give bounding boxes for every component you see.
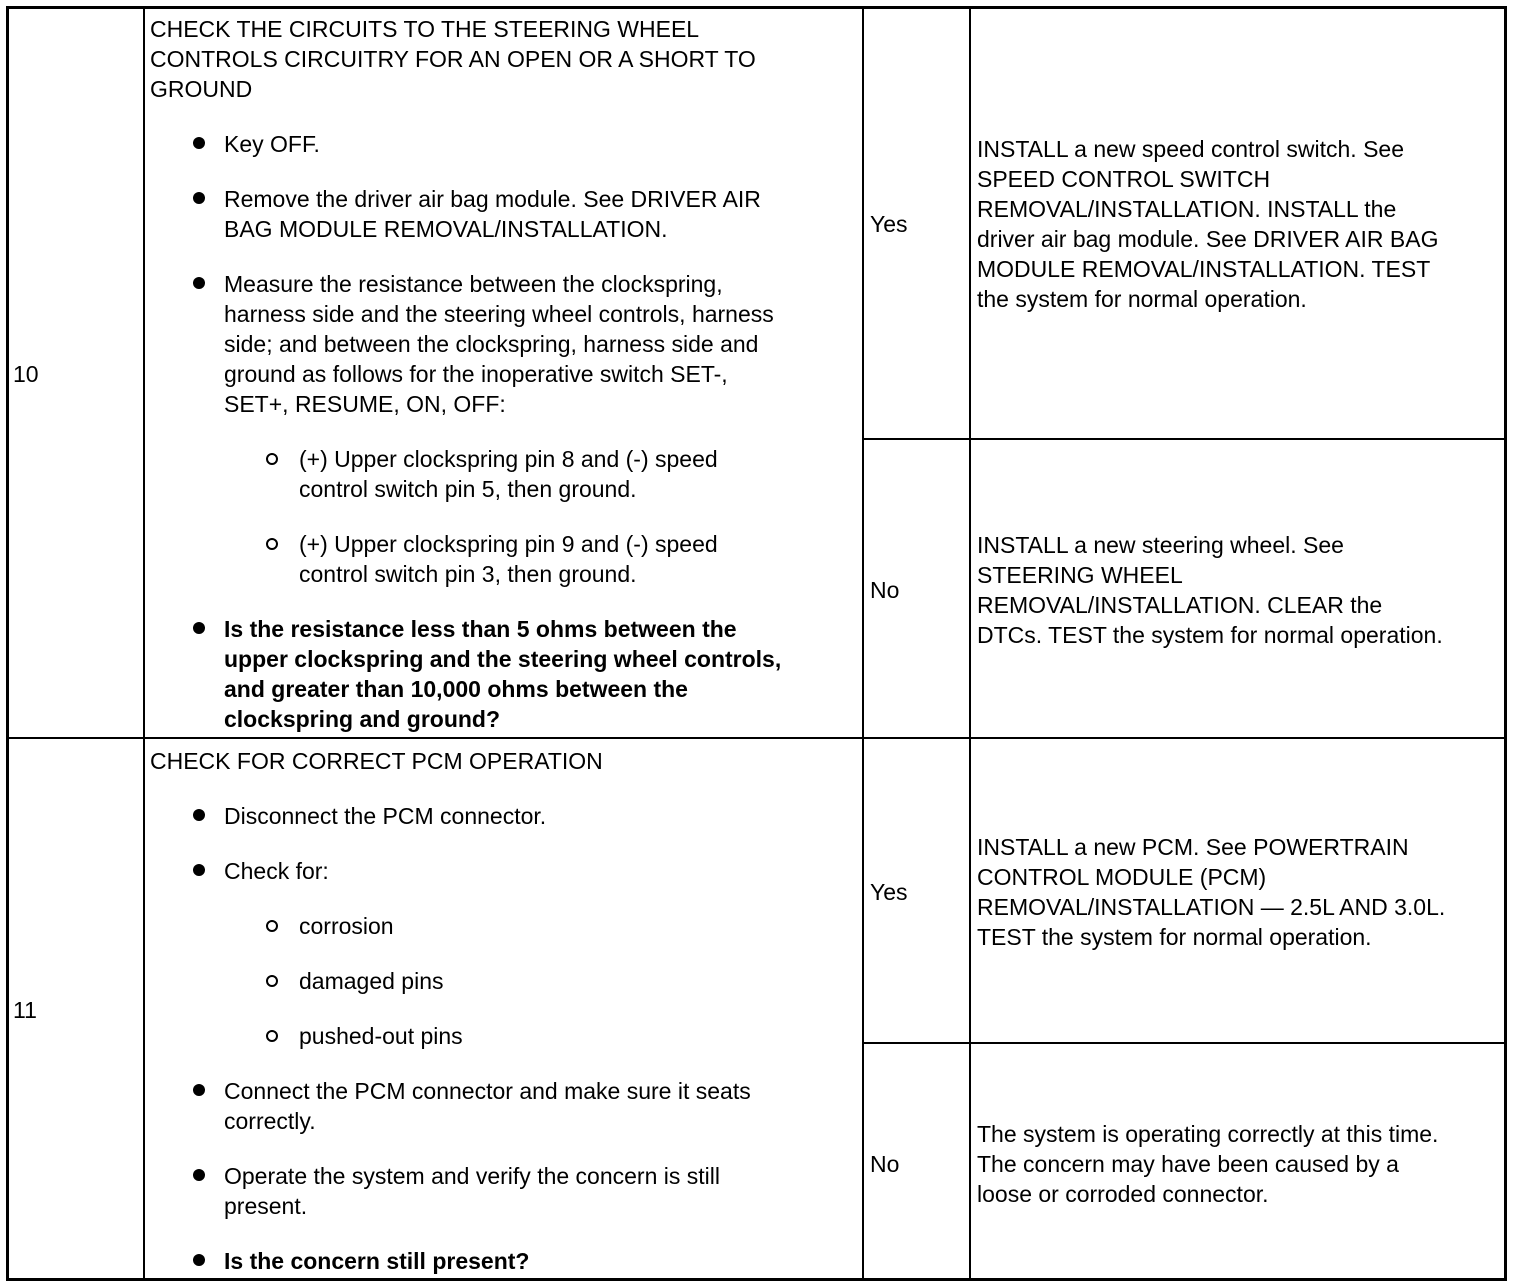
sub-bullet-icon <box>266 453 278 465</box>
action-text: loose or corroded connector. <box>977 1181 1269 1207</box>
question-text: Is the resistance less than 5 ohms between the <box>224 616 737 642</box>
column-divider <box>969 6 971 1281</box>
sub-bullet-text: (+) Upper clockspring pin 8 and (-) speed <box>299 446 718 472</box>
bullet-icon <box>193 277 205 289</box>
bullet-icon <box>193 137 205 149</box>
sub-bullet-text: pushed-out pins <box>299 1023 463 1049</box>
bullet-text: Check for: <box>224 858 329 884</box>
action-text: INSTALL a new speed control switch. See <box>977 136 1404 162</box>
yes-label: Yes <box>870 879 908 905</box>
question-text: upper clockspring and the steering wheel controls, <box>224 646 782 672</box>
action-text: TEST the system for normal operation. <box>977 924 1372 950</box>
bullet-text: ground as follows for the inoperative switch SET-, <box>224 361 728 387</box>
row-divider <box>6 737 1507 739</box>
sub-bullet-text: control switch pin 5, then ground. <box>299 476 637 502</box>
action-text: INSTALL a new steering wheel. See <box>977 532 1344 558</box>
bullet-icon <box>193 1254 205 1266</box>
question-text: and greater than 10,000 ohms between the <box>224 676 688 702</box>
action-text: CONTROL MODULE (PCM) <box>977 864 1267 890</box>
bullet-text: side; and between the clockspring, harness side and <box>224 331 759 357</box>
column-divider <box>862 6 864 1281</box>
bullet-icon <box>193 192 205 204</box>
action-text: INSTALL a new PCM. See POWERTRAIN <box>977 834 1409 860</box>
sub-bullet-text: (+) Upper clockspring pin 9 and (-) speed <box>299 531 718 557</box>
bullet-icon <box>193 809 205 821</box>
step-heading-line: CHECK FOR CORRECT PCM OPERATION <box>150 748 603 774</box>
bullet-text: Operate the system and verify the concern is still <box>224 1163 720 1189</box>
sub-bullet-icon <box>266 920 278 932</box>
sub-bullet-icon <box>266 975 278 987</box>
column-divider <box>143 6 145 1281</box>
step-heading-line: GROUND <box>150 76 253 102</box>
action-text: STEERING WHEEL <box>977 562 1183 588</box>
no-label: No <box>870 1151 900 1177</box>
action-text: The system is operating correctly at this time. <box>977 1121 1439 1147</box>
action-text: The concern may have been caused by a <box>977 1151 1399 1177</box>
action-text: MODULE REMOVAL/INSTALLATION. TEST <box>977 256 1431 282</box>
step-heading-line: CHECK THE CIRCUITS TO THE STEERING WHEEL <box>150 16 700 42</box>
sub-bullet-icon <box>266 1030 278 1042</box>
action-text: REMOVAL/INSTALLATION. INSTALL the <box>977 196 1397 222</box>
bullet-icon <box>193 1084 205 1096</box>
bullet-text: correctly. <box>224 1108 316 1134</box>
result-divider <box>862 438 1507 440</box>
action-text: REMOVAL/INSTALLATION. CLEAR the <box>977 592 1383 618</box>
bullet-text: harness side and the steering wheel controls, harness <box>224 301 774 327</box>
bullet-icon <box>193 622 205 634</box>
bullet-text: SET+, RESUME, ON, OFF: <box>224 391 506 417</box>
bullet-text: Remove the driver air bag module. See DRIVER AIR <box>224 186 761 212</box>
question-text: Is the concern still present? <box>224 1248 530 1274</box>
result-divider <box>862 1042 1507 1044</box>
question-text: clockspring and ground? <box>224 706 501 732</box>
action-text: REMOVAL/INSTALLATION — 2.5L AND 3.0L. <box>977 894 1446 920</box>
action-text: the system for normal operation. <box>977 286 1307 312</box>
action-text: driver air bag module. See DRIVER AIR BAG <box>977 226 1439 252</box>
no-label: No <box>870 577 900 603</box>
bullet-text: present. <box>224 1193 308 1219</box>
step-number: 10 <box>13 361 39 387</box>
step-number: 11 <box>13 997 37 1023</box>
action-text: DTCs. TEST the system for normal operation. <box>977 622 1443 648</box>
action-text: SPEED CONTROL SWITCH <box>977 166 1271 192</box>
bullet-text: BAG MODULE REMOVAL/INSTALLATION. <box>224 216 668 242</box>
bullet-icon <box>193 864 205 876</box>
bullet-text: Disconnect the PCM connector. <box>224 803 547 829</box>
step-heading-line: CONTROLS CIRCUITRY FOR AN OPEN OR A SHORT TO <box>150 46 756 72</box>
bullet-icon <box>193 1169 205 1181</box>
sub-bullet-text: control switch pin 3, then ground. <box>299 561 637 587</box>
bullet-text: Measure the resistance between the clockspring, <box>224 271 723 297</box>
sub-bullet-text: corrosion <box>299 913 394 939</box>
bullet-text: Connect the PCM connector and make sure it seats <box>224 1078 751 1104</box>
sub-bullet-text: damaged pins <box>299 968 444 994</box>
yes-label: Yes <box>870 211 908 237</box>
bullet-text: Key OFF. <box>224 131 320 157</box>
sub-bullet-icon <box>266 538 278 550</box>
